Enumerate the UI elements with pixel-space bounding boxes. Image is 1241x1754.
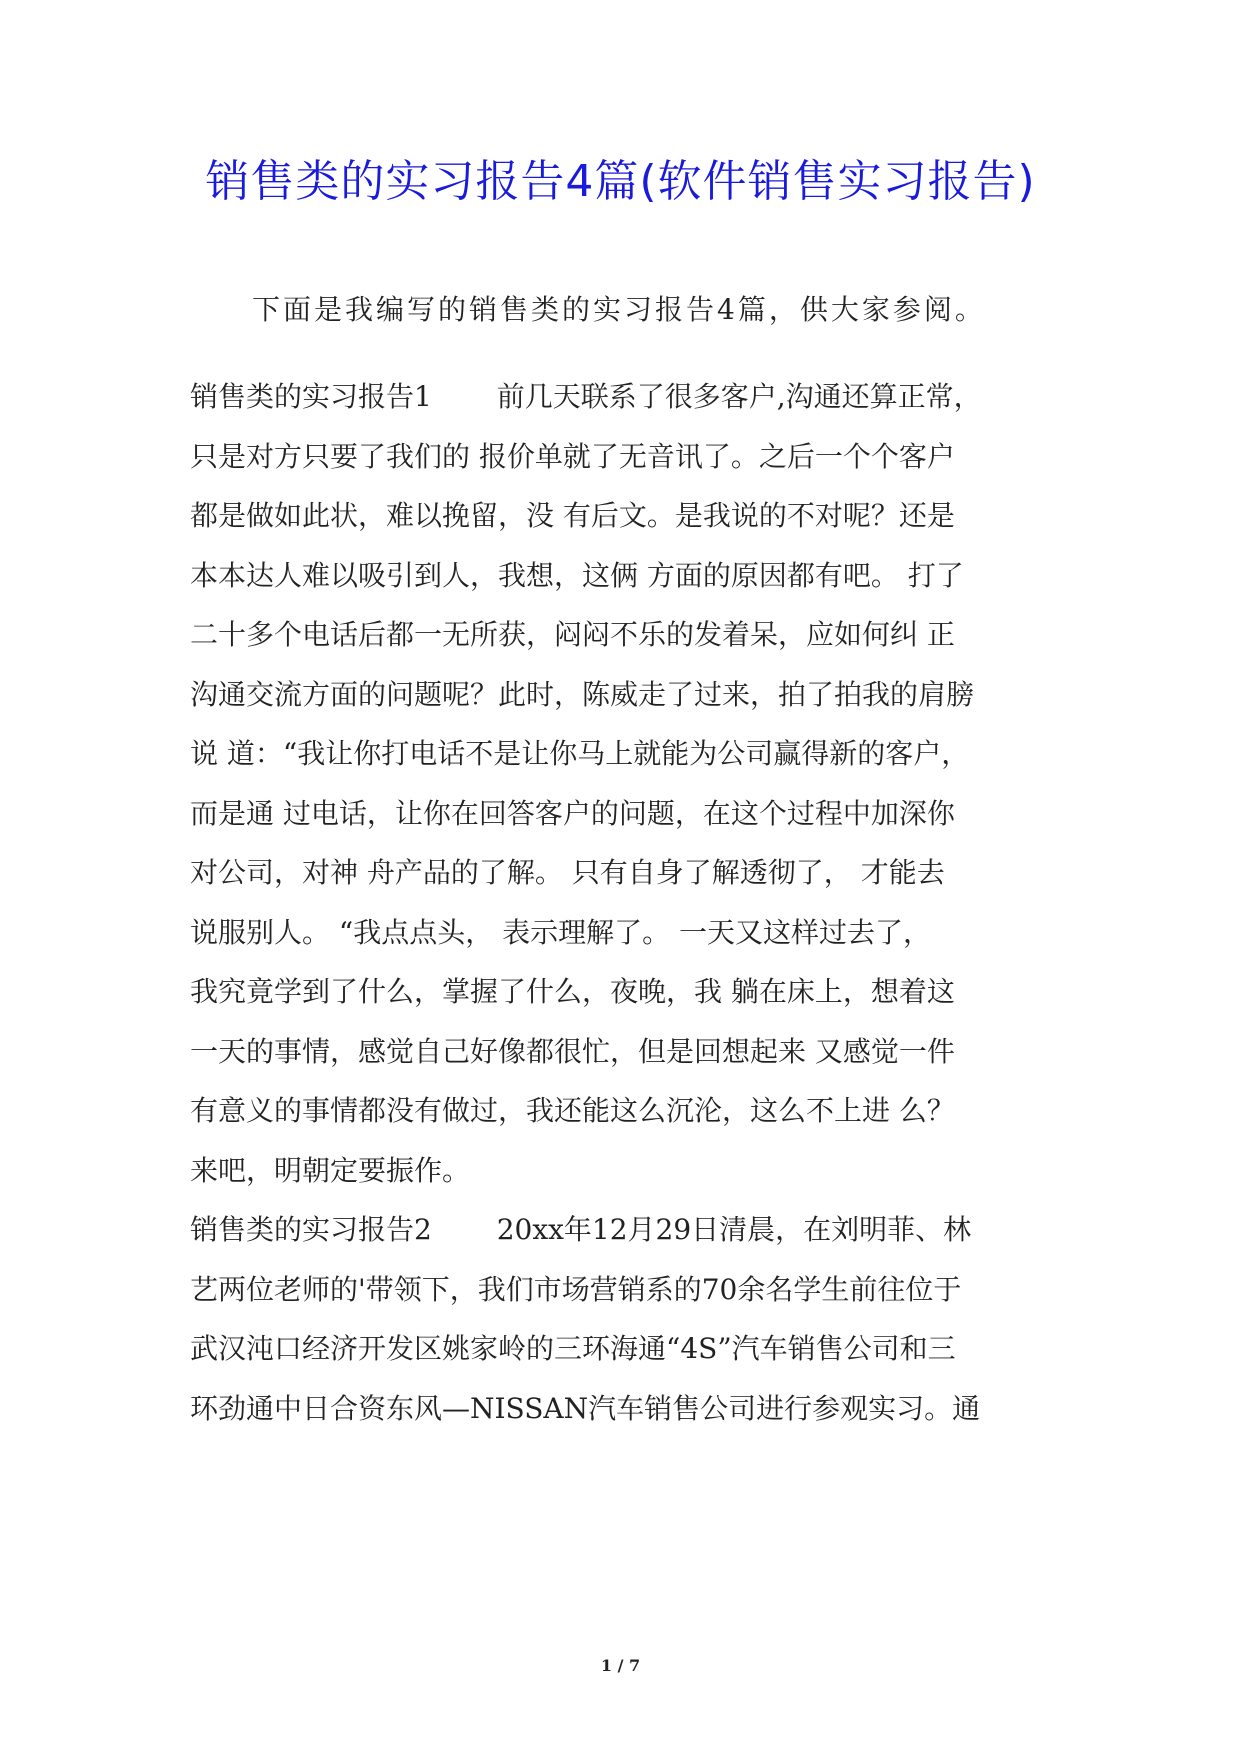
document-title: 销售类的实习报告4篇(软件销售实习报告) <box>205 156 1036 207</box>
intro-paragraph: 下面是我编写的销售类的实习报告4篇，供大家参阅。 <box>252 293 986 326</box>
body-line: 二十多个电话后都一无所获，闷闷不乐的发着呆，应如何纠 正 <box>190 618 955 651</box>
body-line: 环劲通中日合资东风—NISSAN汽车销售公司进行参观实习。通 <box>190 1392 981 1425</box>
body-line: 销售类的实习报告2 20xx年12月29日清晨，在刘明菲、林 <box>190 1213 972 1246</box>
body-line: 销售类的实习报告1 前几天联系了很多客户,沟通还算正常， <box>190 380 982 413</box>
body-line: 有意义的事情都没有做过，我还能这么沉沦，这么不上进 么？ <box>190 1094 955 1127</box>
body-line: 武汉沌口经济开发区姚家岭的三环海通“4S”汽车销售公司和三 <box>190 1332 956 1365</box>
body-line: 都是做如此状，难以挽留，没 有后文。是我说的不对呢？还是 <box>190 499 955 532</box>
body-line: 只是对方只要了我们的 报价单就了无音讯了。之后一个个客户 <box>190 440 955 473</box>
body-line: 说 道：“我让你打电话不是让你马上就能为公司赢得新的客户， <box>190 737 970 770</box>
body-line: 沟通交流方面的问题呢？此时，陈威走了过来，拍了拍我的肩膀 <box>190 678 975 711</box>
body-line: 一天的事情，感觉自己好像都很忙，但是回想起来 又感觉一件 <box>190 1035 955 1068</box>
body-line: 艺两位老师的'带领下，我们市场营销系的70余名学生前往位于 <box>190 1273 962 1306</box>
body-line: 本本达人难以吸引到人，我想，这俩 方面的原因都有吧。 打了 <box>190 559 964 592</box>
body-line: 我究竟学到了什么，掌握了什么，夜晚，我 躺在床上，想着这 <box>190 975 955 1008</box>
body-line: 而是通 过电话，让你在回答客户的问题，在这个过程中加深你 <box>190 797 955 830</box>
body-line: 说服别人。 “我点点头， 表示理解了。 一天又这样过去了， <box>190 916 932 949</box>
body-line: 来吧，明朝定要振作。 <box>190 1154 471 1187</box>
page-indicator: 1 / 7 <box>600 1656 641 1675</box>
body-line: 对公司，对神 舟产品的了解。 只有自身了解透彻了， 才能去 <box>190 856 945 889</box>
